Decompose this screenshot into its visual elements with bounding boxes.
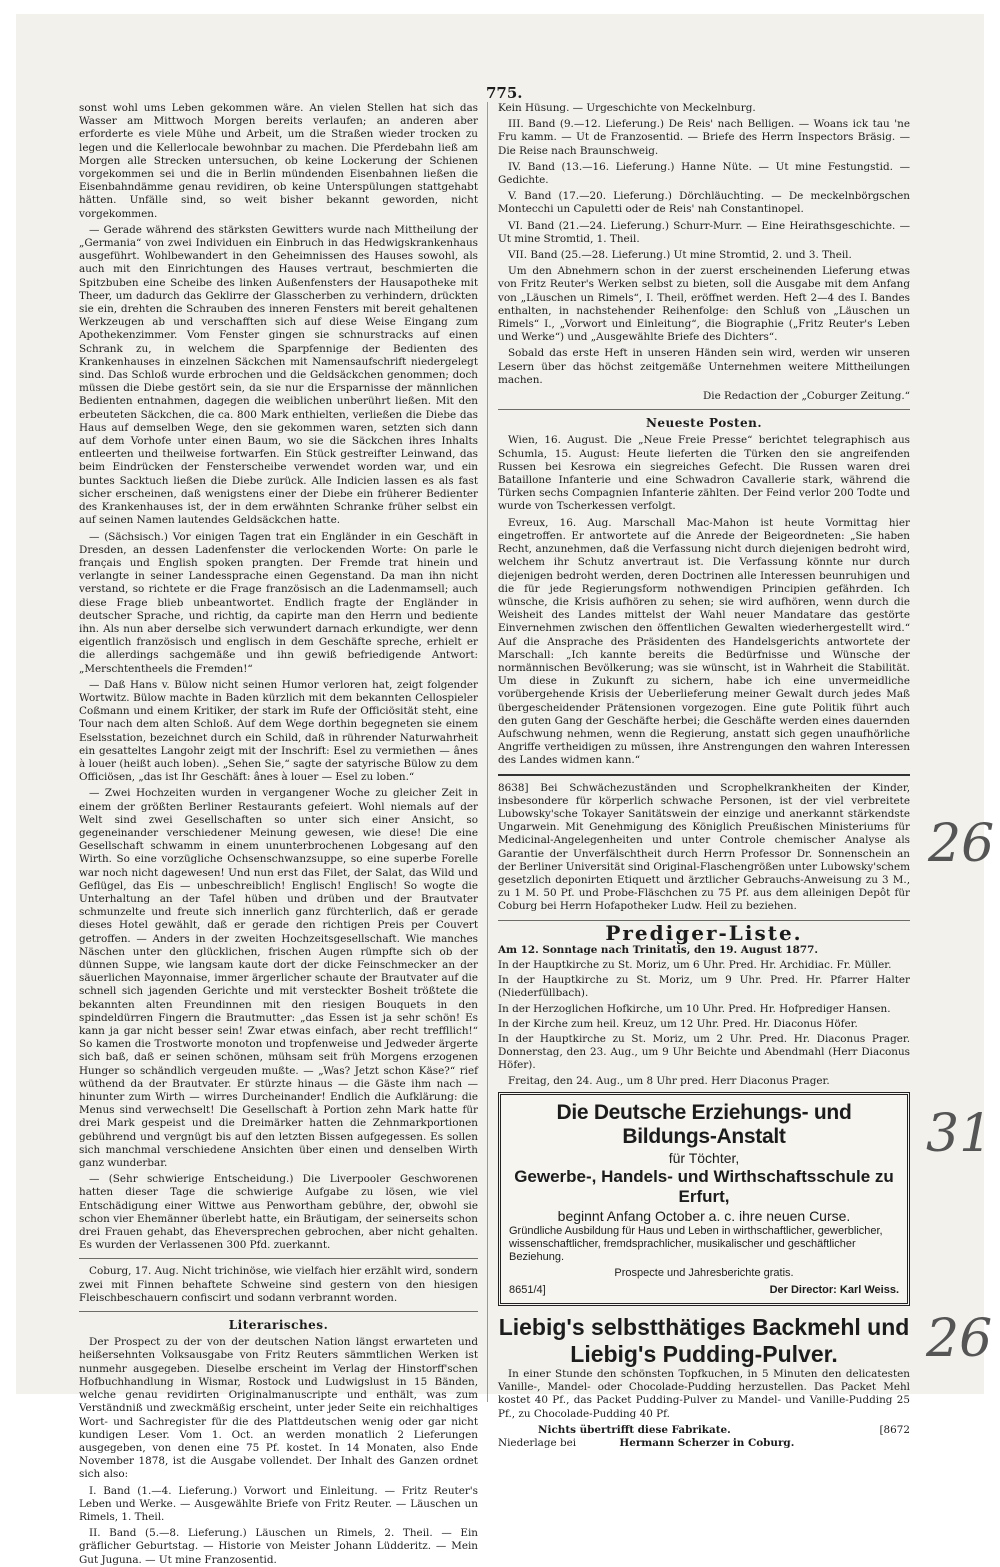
news-wien: Wien, 16. August. Die „Neue Freie Presse“ berichtet telegraphisch aus Schumla, 15. August: Heute lieferten die Türken den sie angreifenden Russen bei Kesrowa ein siegreiches Gefecht. Die Russen waren drei Bataillone Infanterie und eine Schwadron Cavallerie stark, während die Türken sechs Compagnien Infanterie zählten. Der Feind verlor 200 Todte und wurde von Tscherkessen verfolgt. [498, 434, 910, 513]
prediger-entry: In der Herzoglichen Hofkirche, um 10 Uhr. Pred. Hr. Hofprediger Hansen. [498, 1002, 891, 1015]
volume-entry: V. Band (17.—20. Lieferung.) Dörchläuchting. — De meckelnbörgschen Montecchi un Capuletti oder de Reis' nah Constantinopel. [498, 190, 910, 216]
volume-entry: IV. Band (13.—16. Lieferung.) Hanne Nüte. — Ut mine Festungstid. — Gedichte. [498, 160, 910, 187]
school-ad-director: Der Director: Karl Weiss. [769, 1283, 899, 1296]
liebig-ad-ref: [8672 [879, 1423, 910, 1436]
school-ad-title: Die Deutsche Erziehungs- und Bildungs-Anstalt [556, 1100, 852, 1148]
article-weddings: — Zwei Hochzeiten wurden in vergangener Woche zu gleicher Zeit in einem der größten Berliner Restaurants gefeiert. Wohl niemals auf der Welt sind zwei Gesellschaften so unter sich einer Ansicht, so gegeneinander verschiedener Meinung gewesen, wie diese! Die eine Gesellschaft schwamm in einem ununterbrochenen Lobgesang auf den Wirth. So eine vorzügliche Ochsenschwanzsuppe, so eine superbe Forelle war noch nicht dagewesen! Und nun erst das Filet, der Salat, das Wild und Geflügel, das Eis — unbeschreiblich! Englisch! Englisch! So wogte die Unterhaltung an der Tafel hüben und drüben und der Brautvater schmunzelte und freute sich innerlich ganz fürchterlich, daß er gerade dieses Hotel gewählt, daß er gerade den richtigen Preis per Couvert getroffen. — Anders in der zweiten Hochzeitsgesellschaft. Wie manches Näschen unter den glücklichen, frischen Augen rümpfte sich ob der dünnen Suppe, wie langsam kaute dort der dicke Feinschmecker an der säuerlichen Mayonnaise, immer ärgerlicher schaute der Brautvater auf die schnell sich jagenden Gerichte und mit versteckter Bosheit trößtete die bekannten alten Freundinnen mit den riesigen Bouquets in den spindeldürren Fingern die Brautmutter: „das Essen ist ja sehr schön! Es kann ja gar nicht besser sein! Zwar etwas einfach, aber recht treffllich!“ So kamen die Trostworte monoton und tropfenweise und Jedweder ärgerte sich baß, daß er seinen schönen, mühsam seit früh Morgens erzogenen Hunger so schändlich vergeuden mußte. — „Was? Jetzt schon Käse?“ rief wüthend da der Brautvater. Er stürzte hinaus — die Gäste ihm nach — hinunter zum Wirth — wirres Durcheinander! Endlich die Aufklärung: die Menus sind verwechselt! Die Gesellschaft à Portion zehn Mark hatte für drei Mark gespeist und die Dreimärker hatten die Zehnmarkportionen gebührend und vergnügt bis auf den letzten Bissen aufgegessen. Es sollen sich manchmal verschiedene Ansichten über einen und denselben Wirth ganz wunderbar. [79, 787, 478, 1170]
liebig-ad-depot-prefix: Niederlage bei [498, 1437, 577, 1450]
liebig-ad-depot [498, 1437, 910, 1450]
volume-entry: II. Band (5.—8. Lieferung.) Läuschen un Rimels, 2. Theil. — Ein gräflicher Geburtstag. — Historie von Meister Johann Lüdderitz. — Mein Gut Juguna. — Ut mine Franzosentid. [79, 1527, 478, 1566]
tokay-ad: 8638] Bei Schwächezuständen und Scrophelkrankheiten der Kinder, insbesondere für körperlich schwache Personen, ist der viel verbreitete Lubowsky'sche Tokayer Sanitätswein der einzige und anerkannt stärkendste Ungarwein. Mit Genehmigung des Königlich Preußischen Ministeriums für Medicinal-Angelegenheiten und unter Controle chemischer Analyse als Garantie der Unverfälschtheit durch Herrn Professor Dr. Sonnenschein an der Berliner Universität sind Original-Flaschengrößen unter Lubowsky'schem gesetzlich deponirten Etiquett und ärztlicher Gebrauchs-Anweisung zu 3 M., zu 1 M. 50 Pf. und Probe-Fläschchen zu 75 Pf. aus dem alleinigen Depôt für Coburg bei Herrn Hofapotheker Ludw. Heil zu beziehen. [498, 781, 910, 913]
liebig-ad-title: Liebig's selbstthätiges Backmehl und [498, 1314, 910, 1341]
redaction-signature: Die Redaction der „Coburger Zeitung.“ [702, 390, 910, 403]
handwritten-annotation: 31 [926, 1104, 993, 1164]
volume-entry: I. Band (1.—4. Lieferung.) Vorwort und Einleitung. — Fritz Reuter's Leben und Werke. — Ausgewählte Briefe von Fritz Reuter. — Läuschen un Rimels, 1. Theil. [79, 1484, 478, 1523]
literary-title: Literarisches. [228, 1318, 329, 1333]
liebig-ad-depot-name: Hermann Scherzer in Coburg. [619, 1437, 795, 1450]
prediger-entry: In der Hauptkirche zu St. Moriz, um 6 Uhr. Pred. Hr. Archidiac. Fr. Müller. [498, 958, 892, 971]
left-column [79, 102, 478, 1566]
right-column [498, 102, 910, 1450]
article-coburg: Coburg, 17. Aug. Nicht trichinöse, wie vielfach hier erzählt wird, sondern zwei mit Finnen behaftete Schweine sind gestern von den hiesigen Fleischbeschauern confiscirt und sodann verbrannt worden. [79, 1265, 478, 1304]
school-ad-prospects: Prospecte und Jahresberichte gratis. [614, 1266, 794, 1279]
prediger-heading: Am 12. Sonntage nach Trinitatis, den 19. August 1877. [498, 943, 818, 956]
newspaper-page [16, 14, 995, 1566]
subscribe-text: Um den Abnehmern schon in der zuerst erscheinenden Lieferung etwas von Fritz Reuter's Werken selbst zu bieten, soll die Ausgabe mit dem Anfang von „Läuschen un Rimels“, I. Theil, eröffnet werden. Heft 2—4 des I. Bandes enthalten, in nachstehender Reihenfolge: den Schluß von „Läuschen un Rimels“ I., „Vorwort und Einleitung“, die Biographie („Fritz Reuter's Leben und Werke“) und „Ausgewählte Briefe des Dichters“. [498, 265, 910, 344]
handwritten-annotation: 26 [926, 1309, 993, 1369]
prediger-title: Prediger-Liste. [605, 920, 803, 945]
volume-entry: III. Band (9.—12. Lieferung.) De Reis' nach Belligen. — Woans ick tau 'ne Fru kamm. — Ut de Franzosentid. — Briefe des Herrn Inspectors Bräsig. — Die Reise nach Braunschweig. [498, 118, 910, 157]
school-ad-description: Gründliche Ausbildung für Haus und Leben in wirthschaftlicher, gewerblicher, wissenschaftlicher, fremdsprachlicher, musikalischer und geschäftlicher Beziehung. [509, 1224, 883, 1263]
article-burglary: — Gerade während des stärksten Gewitters wurde nach Mittheilung der „Germania“ von zwei Individuen ein Einbruch in das Hedwigskrankenhaus ausgeführt. Wohlbewandert in den Geheimnissen des Hauses sowohl, als auch mit den Einrichtungen des Hauses vertraut, beschmierten die Spitzbuben eine Scheibe des linken Außenfensters der Hausapotheke mit Theer, um dadurch das Geklirre der Glasscherben zu verhindern, drückten sie ein, drehten die Schrauben des inneren Fensters mit bereit gehaltenen Werkzeugen ab und verschafften sich auf diese Weise Eingang zum Apothekenzimmer. Vom Fenster gingen sie schnurstracks auf einen Schrank zu, in welchem die Sparpfennige der Bedienten des Krankenhauses in einzelnen Säckchen mit Namensaufschrift niedergelegt sind. Das Schloß wurde erbrochen und die Geldsäckchen genommen; doch müssen die Diebe gestört sein, da sie nur die Ersparnisse der männlichen Bedienten entnahmen, dagegen die weiblichen unberührt ließen. Mit den erbeuteten Säckchen, die ca. 800 Mark enthielten, verließen die Diebe das Haus auf demselben Wege, den sie gekommen waren, setzten sich dann auf dem Vorhofe unter einen Baum, wo sie die Säckchen ihres Inhalts entleerten und theilweise fortwarfen. Ein Stück gestreifter Leinwand, das beim Eindrücken der Fensterscheibe verwendet worden war, und ein buntes Sacktuch ließen die Diebe zurück. Alle Indicien lassen es als fast sicher erscheinen, daß wenigstens einer der Diebe ein früherer Bedienter des Krankenhauses ist, der in dem erwähnten Schranke früher selbst ein auf seinen Namen lautendes Geldsäckchen hatte. [79, 223, 478, 527]
prediger-entry: In der Hauptkirche zu St. Moriz, um 9 Uhr. Pred. Hr. Pfarrer Halter (Niederfüllbach). [498, 974, 910, 1000]
liebig-ad-title-2: Liebig's Pudding-Pulver. [570, 1341, 838, 1368]
divider [498, 409, 910, 410]
prediger-entry: In der Hauptkirche zu St. Moriz, um 2 Uhr. Pred. Hr. Diaconus Prager. Donnerstag, den 23. Aug., um 9 Uhr Beichte und Abendmahl (Herr Diaconus Höfer). [498, 1033, 910, 1072]
article-liverpool: — (Sehr schwierige Entscheidung.) Die Liverpooler Geschworenen hatten dieser Tage die schwierige Aufgabe zu lösen, wie viel Entschädigung einer Wittwe aus Penwortham gebühre, der, obwohl sie schon vier Ehemänner überlebt hatte, ein Bräutigam, der seinerseits schon drei Frauen gehabt, das Eheversprechen gebrochen, aber nicht gehalten. Es wurden der Verlassenen 300 Pfd. zuerkannt. [79, 1173, 478, 1252]
volume-entry: Kein Hüsung. — Urgeschichte von Meckelnburg. [498, 102, 756, 114]
prediger-entry: Freitag, den 24. Aug., um 8 Uhr pred. Herr Diaconus Prager. [508, 1074, 830, 1087]
divider [498, 774, 910, 776]
volume-entry: VII. Band (25.—28. Lieferung.) Ut mine Stromtid, 2. und 3. Theil. [508, 249, 852, 262]
school-ad-ref: 8651/4] [509, 1283, 546, 1296]
school-ad-subtitle-2: Gewerbe-, Handels- und Wirthschaftsschule zu Erfurt, [514, 1166, 894, 1206]
liebig-ad-text: In einer Stunde den schönsten Topfkuchen, in 5 Minuten den delicatesten Vanille-, Mandel- oder Chocolade-Pudding herzustellen. Das Packet Mehl kostet 40 Pf., das Packet Pudding-Pulver zu Mandel- und Vanille-Pudding 25 Pf., zu Chocolade-Pudding 40 Pf. [498, 1368, 910, 1420]
news-title: Neueste Posten. [645, 416, 763, 431]
volume-entry: VI. Band (21.—24. Lieferung.) Schurr-Murr. — Eine Heirathsgeschichte. — Ut mine Stromtid, 1. Theil. [498, 219, 910, 245]
article-buelow: — Daß Hans v. Bülow nicht seinen Humor verloren hat, zeigt folgender Wortwitz. Bülow machte in Baden kürzlich mit dem bekannten Cellospieler Coßmann und einem Kritiker, der stark im Rufe der Officiösität steht, eine Tour nach dem alten Schloß. Auf dem Wege dorthin begegneten sie einem Eselsstation, bezeichnet durch ein Schild, daß in rührender Naturwahrheit ein gesatteltes Langohr zeigt mit der Inschrift: Esel zu vermiethen — ânes à louer (heißt auch loben). „Sehen Sie,“ sagte der satyrische Bülow zu dem Officiösen, „das ist Ihr Geschäft: ânes à louer — Esel zu loben.“ [79, 678, 478, 784]
school-ad-footer [509, 1284, 899, 1297]
school-ad-begin: beginnt Anfang October a. c. ihre neuen Curse. [557, 1207, 851, 1224]
school-ad-subtitle: für Töchter, [668, 1149, 740, 1166]
school-ad [498, 1092, 910, 1306]
page-number: 775. [486, 84, 523, 102]
divider [79, 1311, 478, 1312]
prediger-entry: In der Kirche zum heil. Kreuz, um 12 Uhr. Pred. Hr. Diaconus Höfer. [498, 1017, 858, 1030]
column-divider [487, 102, 488, 1402]
literary-text: Der Prospect zu der von der deutschen Nation längst erwarteten und heißersehnten Volksausgabe von Fritz Reuters sämmtlichen Werken ist nunmehr ausgegeben. Dieselbe erscheint im Verlag der Hinstorff'schen Hofbuchhandlung in Wismar, Rostock und Ludwigslust in 15 Bänden, welche genau revidirten Originalmanuscripte und enthält, was zum Verständniß und zweckmäßig erscheint, unter jeder Seite ein reichhaltiges Wort- und Sachregister für die des Plattdeutschen wenig oder gar nicht kundigen Leser. Vom 1. Oct. an werden monatlich 2 Lieferungen ausgegeben, von denen eine 75 Pf. kostet. In 14 Monaten, also Ende November 1878, ist die Ausgabe vollendet. Der Inhalt des Ganzen ordnet sich also: [79, 1336, 478, 1481]
article-dresden: — (Sächsisch.) Vor einigen Tagen trat ein Engländer in ein Geschäft in Dresden, an dessen Ladenfenster die verlockenden Worte: On parle le français und English spoken prangten. Der Fremde trat hinein und verlangte in seiner Landessprache einen Gegenstand. Da man ihn nicht verstand, so richtete er die Frage französisch an die Ladenmamsell; auch diese Frage blieb unbeantwortet. Endlich fragte der Engländer in deutscher Sprache, und richtig, da capirte man den Herrn und bediente ihn. Als nun aber derselbe sich verwundert darnach erkundigte, wer denn eigentlich französisch und englisch in dem Geschäfte spreche, erhielt er die allerdings sachgemäße und ihn gewiß befriedigende Antwort: „Merschtentheels die Fremden!“ [79, 530, 478, 675]
news-evreux: Evreux, 16. Aug. Marschall Mac-Mahon ist heute Vormittag hier eingetroffen. Er antwortete auf die Anrede der Beigeordneten: „Sie haben Recht, anzunehmen, daß die Verfassung nicht durch diejenigen bedroht wird, welchem ihr Schutz anvertraut ist. Die Verfassung könnte nur durch diejenigen bedroht werden, deren Doctrinen alle Interessen beunruhigen und die für jede Regierungsform nothwendigen Principien gefährden. Ich wünsche, die Krisis aufhören zu sehen; sie wird aufhören, wenn durch die Weisheit des Landes mittelst der Wahl neuer Mandatare das gestörte Einvernehmen zwischen den öffentlichen Gewalten wiederhergestellt wird.“ Auf die Ansprache des Präsidenten des Handelsgerichts antwortete der Marschall: „Ich kannte bereits die Bedürfnisse und Wünsche der normännischen Bevölkerung; was sie wünscht, ist in Wahrheit die Stabilität. Um diese in Zukunft zu sichern, habe ich eine unvermeidliche vorübergehende Krisis der Ueberlieferung meiner Gewalt durch jedes Maß übergescheidender Prätensionen vorgezogen. Eine gute Politik führt auch den guten Gang der Geschäfte herbei; die Geschäfte werden eines dauernden Aufschwung nehmen, wenn die Regierung, anstatt sich gegen unaufhörliche Angriffe vertheidigen zu müssen, ihre Anstrengungen den wahren Interessen des Landes widmen kann.“ [498, 516, 910, 767]
subscribe-text-2: Sobald das erste Heft in unseren Händen sein wird, werden wir unseren Lesern über das höchst zeitgemäße Unternehmen weitere Mittheilungen machen. [498, 347, 910, 386]
article-flood: sonst wohl ums Leben gekommen wäre. An vielen Stellen hat sich das Wasser am Mittwoch Morgen bereits verlaufen; an anderen aber erforderte es viele Mühe und Arbeit, um die Straßen wieder trocken zu legen und die Kellerlocale bewohnbar zu machen. Die Pferdebahn ließ am Morgen alle Strecken untersuchen, ob keine Lockerung der Schienen vorgekommen sei und die in Berlin mündenden Eisenbahnen ließen die Eisenbahndämme genau revidiren, ob keine Unterspülungen stattgehabt hätten. Unfälle sind, so weit bisher bekannt geworden, nicht vorgekommen. [79, 102, 478, 220]
handwritten-annotation: 26 [928, 814, 995, 874]
liebig-ad-slogan: Nichts übertrifft diese Fabrikate. [538, 1423, 731, 1436]
liebig-ad-footer [498, 1424, 910, 1437]
divider [79, 1258, 478, 1259]
